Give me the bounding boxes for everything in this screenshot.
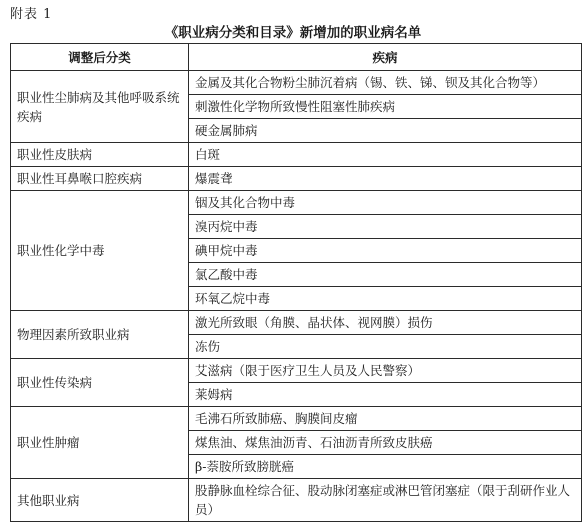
disease-cell: 毛沸石所致肺癌、胸膜间皮瘤 bbox=[189, 407, 582, 431]
disease-cell: 煤焦油、煤焦油沥青、石油沥青所致皮肤癌 bbox=[189, 431, 582, 455]
disease-cell: 白斑 bbox=[189, 143, 582, 167]
table-row bbox=[11, 359, 582, 383]
table-row bbox=[11, 479, 582, 522]
disease-cell: 莱姆病 bbox=[189, 383, 582, 407]
disease-cell: 金属及其化合物粉尘肺沉着病（锡、铁、锑、钡及其化合物等） bbox=[189, 71, 582, 95]
disease-cell: 股静脉血栓综合征、股动脉闭塞症或淋巴管闭塞症（限于刮研作业人员） bbox=[189, 479, 582, 522]
occupational-disease-table bbox=[10, 43, 582, 522]
disease-cell: β-萘胺所致膀胱癌 bbox=[189, 455, 582, 479]
category-cell: 职业性尘肺病及其他呼吸系统疾病 bbox=[11, 71, 189, 143]
disease-cell: 溴丙烷中毒 bbox=[189, 215, 582, 239]
disease-cell: 爆震聋 bbox=[189, 167, 582, 191]
category-cell: 职业性传染病 bbox=[11, 359, 189, 407]
header-row bbox=[11, 44, 582, 71]
category-cell: 职业性皮肤病 bbox=[11, 143, 189, 167]
header-category: 调整后分类 bbox=[11, 44, 189, 71]
category-cell: 其他职业病 bbox=[11, 479, 189, 522]
disease-cell: 激光所致眼（角膜、晶状体、视网膜）损伤 bbox=[189, 311, 582, 335]
category-cell: 职业性化学中毒 bbox=[11, 191, 189, 311]
disease-cell: 碘甲烷中毒 bbox=[189, 239, 582, 263]
table-row bbox=[11, 167, 582, 191]
disease-cell: 铟及其化合物中毒 bbox=[189, 191, 582, 215]
annex-label: 附表 1 bbox=[10, 7, 53, 22]
table-row bbox=[11, 311, 582, 335]
document-title: 《职业病分类和目录》新增加的职业病名单 bbox=[164, 25, 422, 41]
category-cell: 职业性耳鼻喉口腔疾病 bbox=[11, 167, 189, 191]
disease-cell: 冻伤 bbox=[189, 335, 582, 359]
table-row bbox=[11, 143, 582, 167]
table-row bbox=[11, 407, 582, 431]
disease-cell: 刺激性化学物所致慢性阻塞性肺疾病 bbox=[189, 95, 582, 119]
table-row bbox=[11, 71, 582, 95]
disease-cell: 硬金属肺病 bbox=[189, 119, 582, 143]
table-row bbox=[11, 191, 582, 215]
disease-cell: 艾滋病（限于医疗卫生人员及人民警察） bbox=[189, 359, 582, 383]
category-cell: 物理因素所致职业病 bbox=[11, 311, 189, 359]
header-disease: 疾病 bbox=[189, 44, 582, 71]
disease-cell: 氯乙酸中毒 bbox=[189, 263, 582, 287]
category-cell: 职业性肿瘤 bbox=[11, 407, 189, 479]
disease-cell: 环氧乙烷中毒 bbox=[189, 287, 582, 311]
